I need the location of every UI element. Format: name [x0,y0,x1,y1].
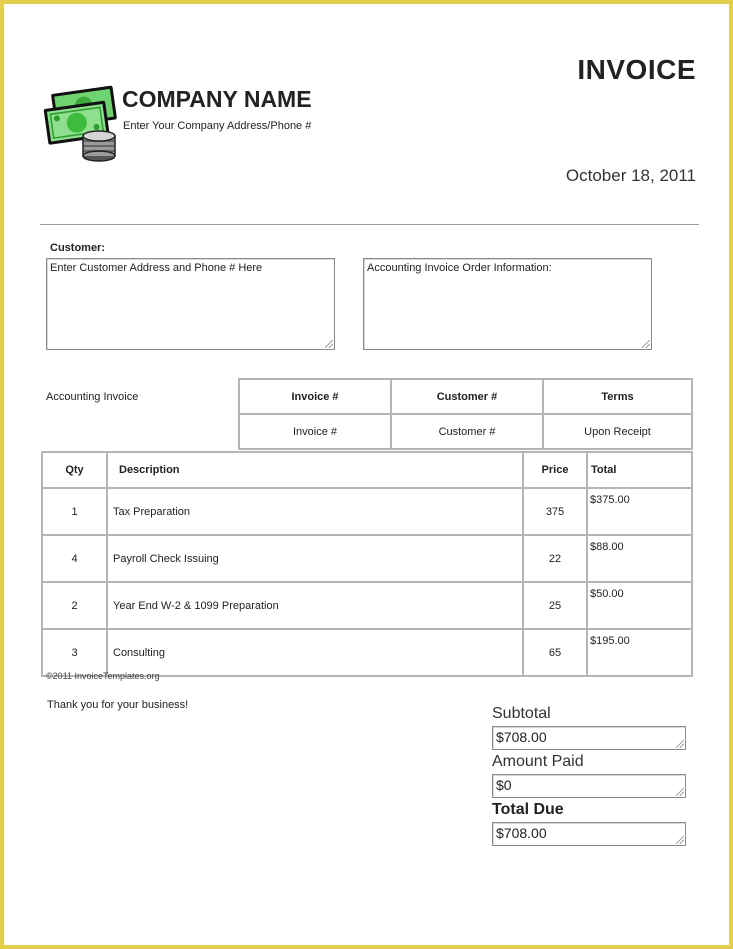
customer-number-value[interactable]: Customer # [391,414,543,449]
resize-handle-icon[interactable] [676,836,684,844]
header-divider [40,224,699,225]
resize-handle-icon[interactable] [676,740,684,748]
customer-address-text: Enter Customer Address and Phone # Here [50,262,263,274]
table-row [42,488,692,535]
amount-paid-value: $0 [496,777,512,793]
terms-header: Terms [543,379,692,414]
price-cell[interactable]: 22 [523,535,587,582]
customer-address-field[interactable] [46,258,335,350]
resize-handle-icon[interactable] [676,788,684,796]
invoice-info-value-row [239,414,692,449]
invoice-number-header: Invoice # [239,379,391,414]
invoice-number-value[interactable]: Invoice # [239,414,391,449]
description-header: Description [107,452,523,488]
money-coins-icon [42,84,122,169]
company-name: COMPANY NAME [122,86,312,112]
amount-paid-label: Amount Paid [492,753,584,770]
thank-you-text: Thank you for your business! [47,699,189,711]
customer-number-header: Customer # [391,379,543,414]
subtotal-field[interactable] [492,726,686,750]
qty-cell[interactable]: 2 [42,582,107,629]
description-cell[interactable]: Year End W-2 & 1099 Preparation [107,582,523,629]
total-cell: $375.00 [587,488,692,535]
company-address: Enter Your Company Address/Phone # [123,120,312,132]
table-row [42,629,692,676]
qty-cell[interactable]: 4 [42,535,107,582]
description-cell[interactable]: Tax Preparation [107,488,523,535]
table-row [42,535,692,582]
resize-handle-icon[interactable] [325,340,333,348]
price-cell[interactable]: 375 [523,488,587,535]
total-cell: $88.00 [587,535,692,582]
invoice-title: INVOICE [577,54,696,85]
items-header-row [42,452,692,488]
invoice-info-table [238,378,693,450]
items-table [41,451,693,677]
subtotal-value: $708.00 [496,729,547,745]
accounting-invoice-label: Accounting Invoice [46,391,139,403]
qty-cell[interactable]: 3 [42,629,107,676]
copyright-text: ©2011 InvoiceTemplates.org [46,671,160,681]
description-cell[interactable]: Consulting [107,629,523,676]
price-header: Price [523,452,587,488]
qty-header: Qty [42,452,107,488]
subtotal-label: Subtotal [492,705,551,722]
qty-cell[interactable]: 1 [42,488,107,535]
price-cell[interactable]: 65 [523,629,587,676]
description-cell[interactable]: Payroll Check Issuing [107,535,523,582]
total-cell: $50.00 [587,582,692,629]
total-due-value: $708.00 [496,825,547,841]
terms-value[interactable]: Upon Receipt [543,414,692,449]
price-cell[interactable]: 25 [523,582,587,629]
customer-label: Customer: [50,242,106,254]
order-info-text: Accounting Invoice Order Information: [367,262,552,274]
invoice-date: October 18, 2011 [565,166,696,185]
amount-paid-field[interactable] [492,774,686,798]
total-due-label: Total Due [492,801,564,818]
total-due-field[interactable] [492,822,686,846]
table-row [42,582,692,629]
order-info-field[interactable] [363,258,652,350]
total-header: Total [587,452,692,488]
total-cell: $195.00 [587,629,692,676]
resize-handle-icon[interactable] [642,340,650,348]
invoice-info-header-row [239,379,692,414]
